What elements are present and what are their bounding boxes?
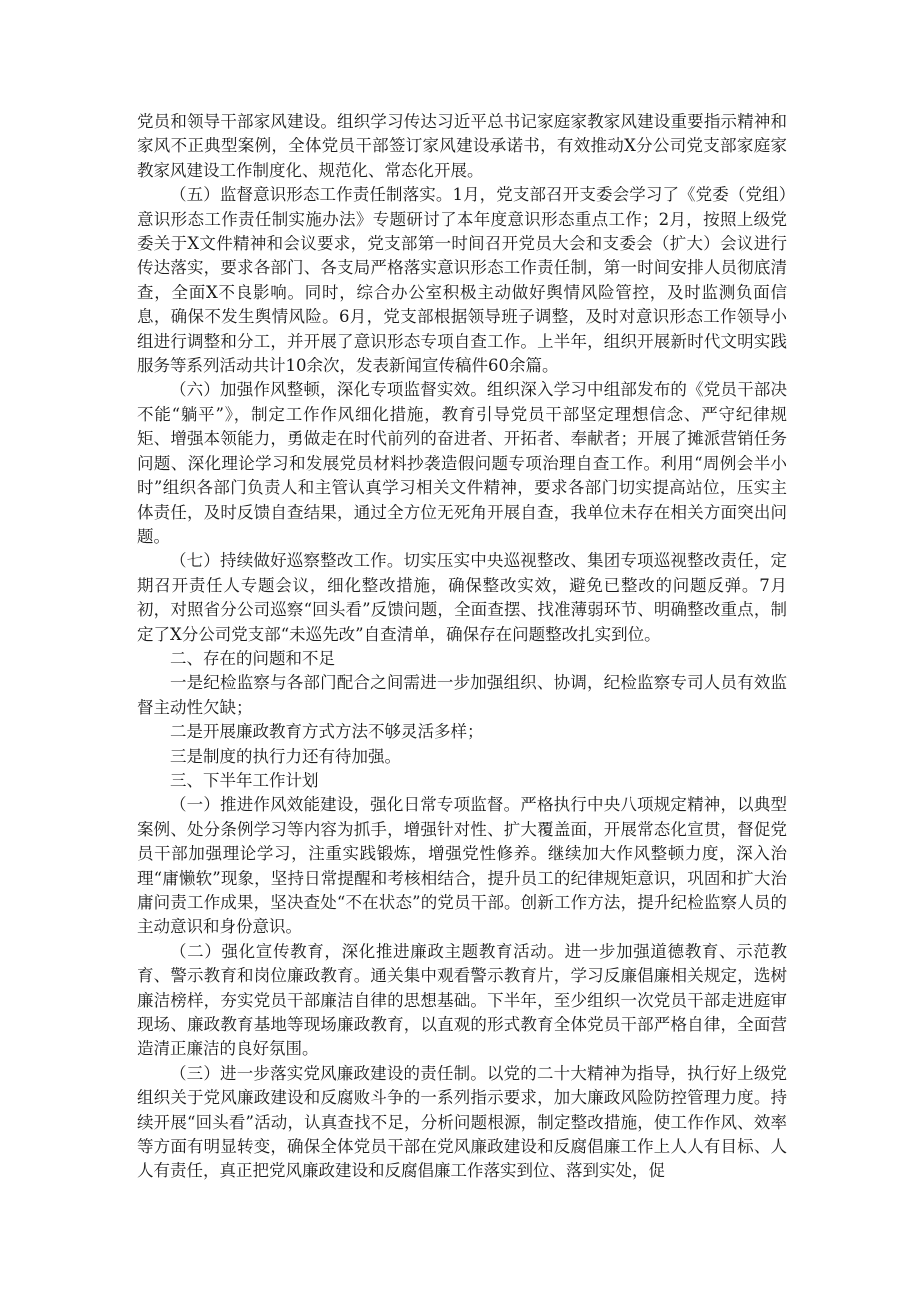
section-heading-problems: 二、存在的问题和不足 <box>170 648 335 668</box>
section-heading-plan: 三、下半年工作计划 <box>170 770 319 790</box>
plan-item-1: （一）推进作风效能建设，强化日常专项监督。严格执行中央八项规定精神，以典型案例、处分条例学习等内容为抓手，增强针对性、扩大覆盖面，开展常态化宣贯，督促党员干部加强理论学习，注重实践锻炼，增强党性修养。继续加大作风整顿力度，深入治理“庸懒软”现象，坚持日常提醒和考核相结合，提升员工的纪律规矩意识，巩固和扩大治庸问责工作成果，坚决查处“不在状态”的党员干部。创新工作方法，提升纪检监察人员的主动意识和身份意识。 <box>137 795 787 937</box>
paragraph-inspection-rectification: （七）持续做好巡察整改工作。切实压实中央巡视整改、集团专项巡视整改责任，定期召开责任人专题会议，细化整改措施，确保整改实效，避免已整改的问题反弹。7月初，对照省分公司巡察“回头看”反馈问题，全面查摆、找准薄弱环节、明确整改重点，制定了X分公司党支部“未巡先改”自查清单，确保存在问题整改扎实到位。 <box>137 551 787 644</box>
problem-item-3: 三是制度的执行力还有待加强。 <box>170 746 401 766</box>
problem-item-1: 一是纪检监察与各部门配合之间需进一步加强组织、协调，纪检监察专司人员有效监督主动性欠缺； <box>137 673 787 717</box>
document-body <box>137 110 787 1184</box>
paragraph-family-style: 党员和领导干部家风建设。组织学习传达习近平总书记家庭家教家风建设重要指示精神和家风不正典型案例，全体党员干部签订家风建设承诺书，有效推动X分公司党支部家庭家教家风建设工作制度化、规范化、常态化开展。 <box>137 112 787 180</box>
problem-item-2: 二是开展廉政教育方式方法不够灵活多样； <box>170 722 484 742</box>
plan-item-3: （三）进一步落实党风廉政建设的责任制。以党的二十大精神为指导，执行好上级党组织关于党风廉政建设和反腐败斗争的一系列指示要求，加大廉政风险防控管理力度。持续开展“回头看”活动，认真查找不足，分析问题根源，制定整改措施，使工作作风、效率等方面有明显转变，确保全体党员干部在党风廉政建设和反腐倡廉工作上人人有目标、人人有责任，真正把党风廉政建设和反腐倡廉工作落实到位、落到实处，促 <box>137 1063 787 1181</box>
plan-item-2: （二）强化宣传教育，深化推进廉政主题教育活动。进一步加强道德教育、示范教育、警示教育和岗位廉政教育。通关集中观看警示教育片，学习反廉倡廉相关规定，选树廉洁榜样，夯实党员干部廉洁自律的思想基础。下半年，至少组织一次党员干部走进庭审现场、廉政教育基地等现场廉政教育，以直观的形式教育全体党员干部严格自律，全面营造清正廉洁的良好氛围。 <box>137 941 787 1059</box>
paragraph-work-style-rectification: （六）加强作风整顿，深化专项监督实效。组织深入学习中组部发布的《党员干部决不能“躺平”》，制定工作作风细化措施，教育引导党员干部坚定理想信念、严守纪律规矩、增强本领能力，勇做走在时代前列的奋进者、开拓者、奉献者；开展了摊派营销任务问题、深化理论学习和发展党员材料抄袭造假问题专项治理自查工作。利用“周例会半小时”组织各部门负责人和主管认真学习相关文件精神，要求各部门切实提高站位，压实主体责任，及时反馈自查结果，通过全方位无死角开展自查，我单位未存在相关方面突出问题。 <box>137 380 787 546</box>
paragraph-ideology-responsibility: （五）监督意识形态工作责任制落实。1月，党支部召开支委会学习了《党委（党组）意识形态工作责任制实施办法》专题研讨了本年度意识形态重点工作；2月，按照上级党委关于X文件精神和会议要求，党支部第一时间召开党员大会和支委会（扩大）会议进行传达落实，要求各部门、各支局严格落实意识形态工作责任制，第一时间安排人员彻底清查，全面X不良影响。同时，综合办公室积极主动做好舆情风险管控，及时监测负面信息，确保不发生舆情风险。6月，党支部根据领导班子调整，及时对意识形态工作领导小组进行调整和分工，并开展了意识形态专项自查工作。上半年，组织开展新时代文明实践服务等系列活动共计10余次，发表新闻宣传稿件60余篇。 <box>137 185 787 376</box>
